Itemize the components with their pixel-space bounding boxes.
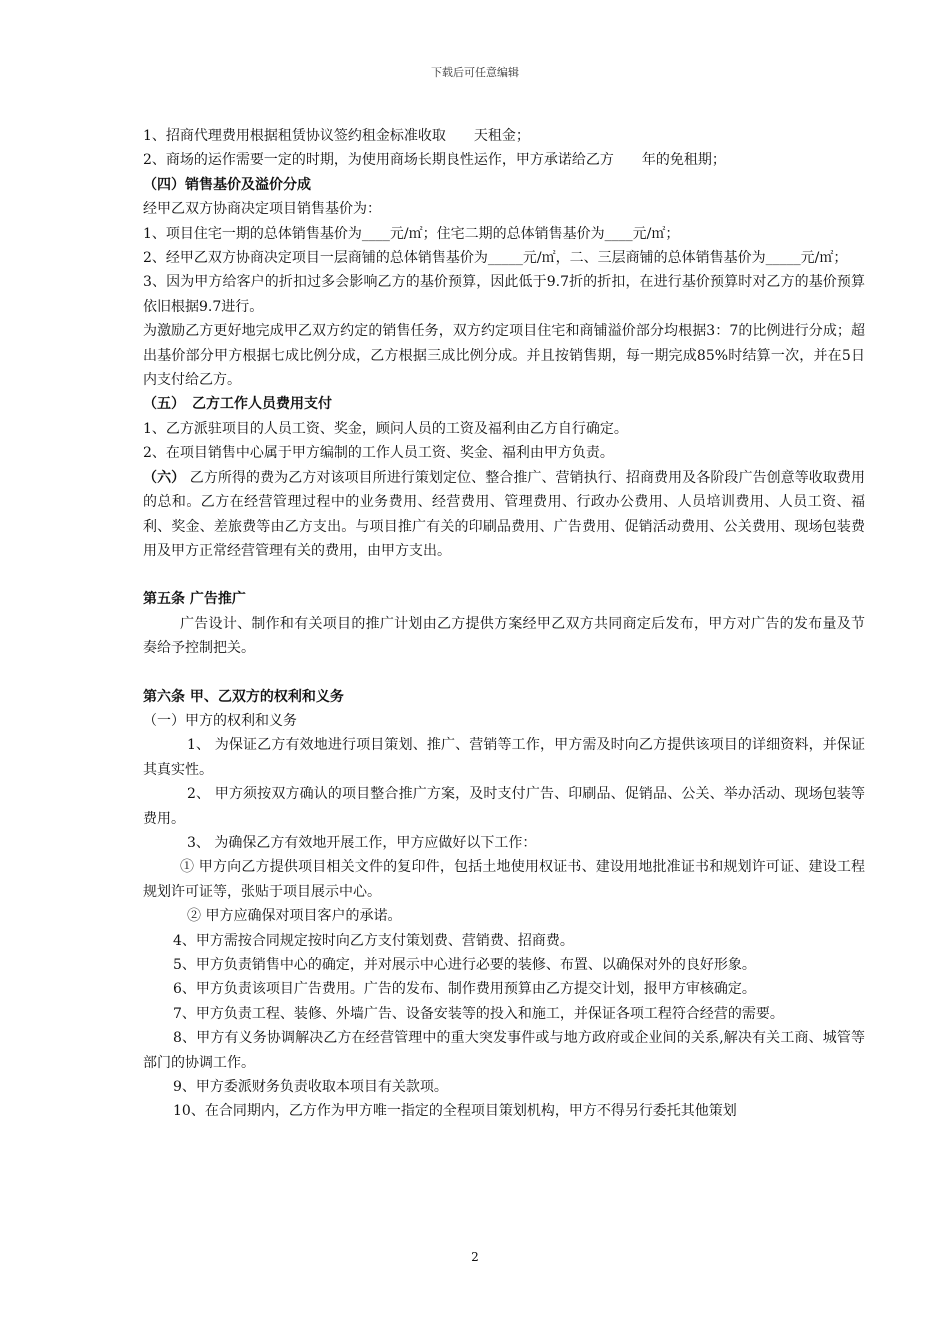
paragraph <box>143 466 865 564</box>
paragraph: 1、项目住宅一期的总体销售基价为____元/㎡；住宅二期的总体销售基价为____元/㎡； <box>143 225 680 242</box>
paragraph: 5、甲方负责销售中心的确定，并对展示中心进行必要的装修、布置、以确保对外的良好形象。 <box>173 957 756 973</box>
article-heading: 第五条 广告推广 <box>143 591 246 608</box>
paragraph: 2、在项目销售中心属于甲方编制的工作人员工资、奖金、福利由甲方负责。 <box>143 445 614 462</box>
paragraph: 9、甲方委派财务负责收取本项目有关款项。 <box>173 1079 448 1096</box>
section-label: （六） <box>143 469 186 486</box>
subsection-heading: （一）甲方的权利和义务 <box>143 712 297 729</box>
paragraph: 为激励乙方更好地完成甲乙双方约定的销售任务，双方约定项目住宅和商铺溢价部分均根据3：7的比例进行分成；超出基价部分甲方根据七成比例分成，乙方根据三成比例分成。并且按销售期，每一期完成85%时结算一次，并在5日内支付给乙方。 <box>143 323 865 389</box>
paragraph: 1、乙方派驻项目的人员工资、奖金，顾问人员的工资及福利由乙方自行确定。 <box>143 420 628 437</box>
paragraph-text: 乙方所得的费为乙方对该项目所进行策划定位、整合推广、营销执行、招商费用及各阶段广告创意等收取费用的总和。乙方在经营管理过程中的业务费用、经营费用、管理费用、行政办公费用、人员培训费用、人员工资、福利、奖金、差旅费等由乙方支出。与项目推广有关的印刷品费用、广告费用、促销活动费用、公关费用、现场包装费用及甲方正常经营管理有关的费用，由甲方支出。 <box>143 469 866 559</box>
section-heading: （四）销售基价及溢价分成 <box>143 176 311 193</box>
section-heading: （五） 乙方工作人员费用支付 <box>143 396 332 413</box>
paragraph: 4、甲方需按合同规定按时向乙方支付策划费、营销费、招商费。 <box>173 932 574 949</box>
paragraph: 3、因为甲方给客户的折扣过多会影响乙方的基价预算，因此低于9.7折的折扣，在进行基价预算时对乙方的基价预算依旧根据9.7进行。 <box>143 274 865 315</box>
paragraph: 经甲乙双方协商决定项目销售基价为： <box>143 201 381 218</box>
paragraph: 2、 甲方须按双方确认的项目整合推广方案，及时支付广告、印刷品、促销品、公关、举办活动、现场包装等费用。 <box>143 786 865 827</box>
page-header-note: 下载后可任意编辑 <box>431 66 519 79</box>
paragraph: 2、商场的运作需要一定的时期，为使用商场长期良性运作，甲方承诺给乙方 年的免租期； <box>143 152 726 169</box>
paragraph: ① 甲方向乙方提供项目相关文件的复印件，包括土地使用权证书、建设用地批准证书和规划许可证、建设工程规划许可证等，张贴于项目展示中心。 <box>143 859 865 900</box>
paragraph: ② 甲方应确保对项目客户的承诺。 <box>187 908 402 925</box>
paragraph: 2、经甲乙双方协商决定项目一层商铺的总体销售基价为_____元/㎡，二、三层商铺的总体销售基价为_____元/㎡； <box>143 250 848 267</box>
paragraph: 7、甲方负责工程、装修、外墙广告、设备安装等的投入和施工，并保证各项工程符合经营的需要。 <box>173 1005 784 1022</box>
paragraph: 1、 为保证乙方有效地进行项目策划、推广、营销等工作，甲方需及时向乙方提供该项目的详细资料，并保证其真实性。 <box>143 737 865 778</box>
paragraph: 3、 为确保乙方有效地开展工作，甲方应做好以下工作： <box>187 834 537 851</box>
paragraph: 8、甲方有义务协调解决乙方在经营管理中的重大突发事件或与地方政府或企业间的关系,解决有关工商、城管等部门的协调工作。 <box>143 1030 865 1071</box>
paragraph: 1、招商代理费用根据租赁协议签约租金标准收取 天租金； <box>143 128 530 144</box>
article-heading: 第六条 甲、乙双方的权利和义务 <box>143 688 344 705</box>
paragraph: 10、在合同期内，乙方作为甲方唯一指定的全程项目策划机构，甲方不得另行委托其他策划 <box>173 1103 737 1120</box>
paragraph: 6、甲方负责该项目广告费用。广告的发布、制作费用预算由乙方提交计划，报甲方审核确定。 <box>173 981 756 998</box>
page-number: 2 <box>471 1250 479 1264</box>
document-body <box>143 124 865 1124</box>
paragraph: 广告设计、制作和有关项目的推广计划由乙方提供方案经甲乙双方共同商定后发布，甲方对广告的发布量及节奏给予控制把关。 <box>143 615 865 657</box>
